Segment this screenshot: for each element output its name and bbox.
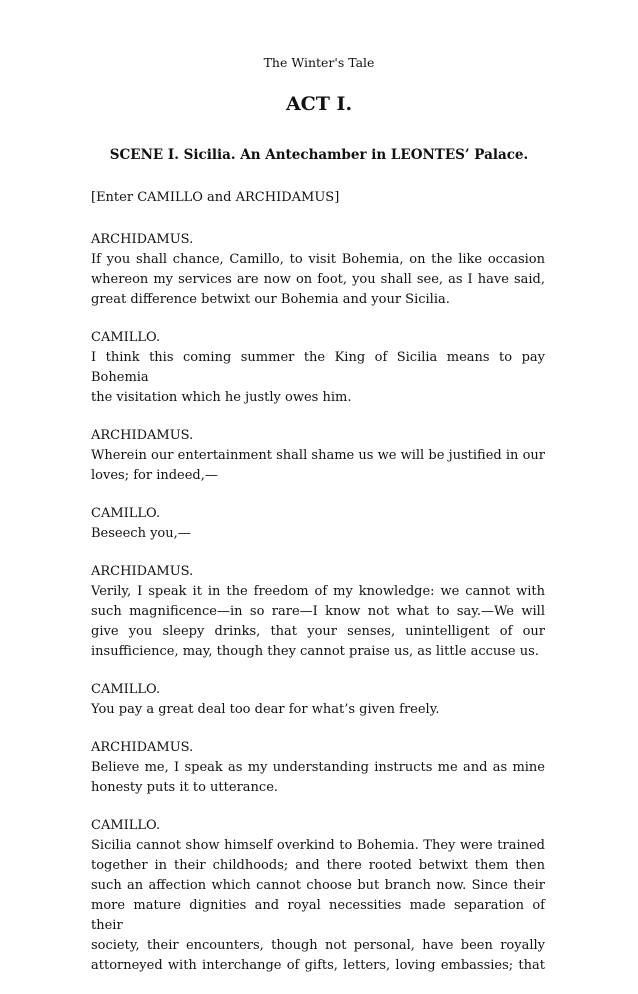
running-header: The Winter's Tale: [263, 55, 375, 70]
speaker-name: ARCHIDAMUS.: [91, 232, 194, 247]
speaker-name: CAMILLO.: [91, 682, 161, 697]
speech-block: [91, 328, 545, 408]
speech-line: together in their childhoods; and there rooted betwixt them then: [91, 858, 545, 873]
speech-line: Sicilia cannot show himself overkind to Bohemia. They were trained: [91, 838, 545, 853]
speech-line: great difference betwixt our Bohemia and your Sicilia.: [91, 292, 450, 307]
speech-line: such magnificence—in so rare—I know not what to say.—We will: [91, 604, 545, 619]
speech-line: whereon my services are now on foot, you shall see, as I have said,: [91, 272, 545, 287]
speaker-name: CAMILLO.: [91, 330, 161, 345]
speech-line: Beseech you,—: [91, 526, 191, 541]
speech-block: [91, 816, 545, 976]
speech-block: [91, 504, 545, 544]
scene-title: SCENE I. Sicilia. An Antechamber in LEONTES’ Palace.: [109, 147, 529, 163]
speech-list: [91, 230, 545, 976]
speech-line: give you sleepy drinks, that your senses, unintelligent of our: [91, 624, 545, 639]
speech-line: I think this coming summer the King of Sicilia means to pay Bohemia: [91, 350, 545, 385]
speech-block: [91, 680, 545, 720]
speech-line: the visitation which he justly owes him.: [91, 390, 352, 405]
speech-block: [91, 230, 545, 310]
speech-block: [91, 738, 545, 798]
speaker-name: CAMILLO.: [91, 818, 161, 833]
speech-line: insufficience, may, though they cannot praise us, as little accuse us.: [91, 644, 539, 659]
stage-direction: [Enter CAMILLO and ARCHIDAMUS]: [91, 190, 340, 205]
speech-line: honesty puts it to utterance.: [91, 780, 279, 795]
speech-block: [91, 562, 545, 662]
speech-line: You pay a great deal too dear for what’s given freely.: [91, 702, 440, 717]
speech-line: more mature dignities and royal necessities made separation of their: [91, 898, 545, 933]
speech-line: Believe me, I speak as my understanding instructs me and as mine: [91, 760, 545, 775]
speech-line: society, their encounters, though not personal, have been royally: [91, 938, 545, 953]
play-text: [91, 188, 545, 994]
speech-line: loves; for indeed,—: [91, 468, 218, 483]
speech-line: attorneyed with interchange of gifts, letters, loving embassies; that: [91, 958, 545, 973]
speech-line: Wherein our entertainment shall shame us we will be justified in our: [91, 448, 545, 463]
speaker-name: CAMILLO.: [91, 506, 161, 521]
speech-line: such an affection which cannot choose but branch now. Since their: [91, 878, 545, 893]
speech-line: If you shall chance, Camillo, to visit Bohemia, on the like occasion: [91, 252, 545, 267]
act-title: ACT I.: [285, 93, 353, 115]
speaker-name: ARCHIDAMUS.: [91, 564, 194, 579]
speech-line: Verily, I speak it in the freedom of my knowledge: we cannot with: [91, 584, 545, 599]
speech-block: [91, 426, 545, 486]
speaker-name: ARCHIDAMUS.: [91, 740, 194, 755]
speaker-name: ARCHIDAMUS.: [91, 428, 194, 443]
